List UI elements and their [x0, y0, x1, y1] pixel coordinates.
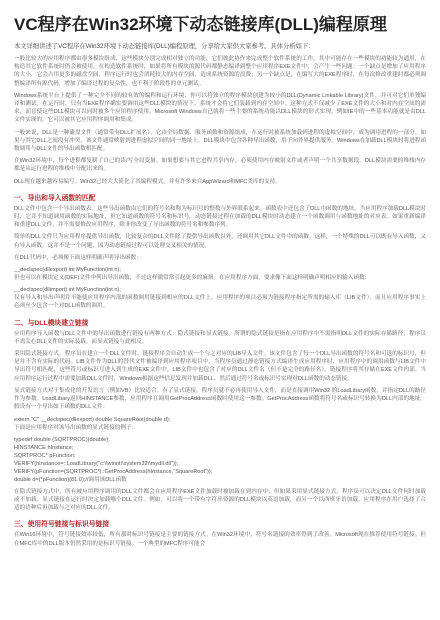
section-heading: 二、与DLL模块建立链接 [14, 319, 89, 327]
code-line: VERIFY(pFunction=(SQRTPROC*)::GetProcAddress(hInstance,"SquareRoot")); [14, 468, 213, 475]
code-block [14, 436, 426, 484]
section-heading: 一、导出和导入函数的匹配 [14, 194, 96, 202]
intro-text: 本文详细讲述了VC程序在Win32环境下动态链接库(DLL)编程原理，分享给大家供大家参考。具体分析如下： [14, 43, 315, 50]
code-line: VERIFY(hInstance=::LoadLibrary("c:\\winnt\\system32\\mydll.dll")); [14, 460, 179, 467]
paragraph: 在Win16环境中，符号链接效率较低，所有那时标识号链接是主要的链接方式。在Win32环境中，符号名链接的效率得到了改善。Microsoft现在推荐使用符号链接。但在MFC库中的DLL版本仍然采用的是标识号链接。一个典型的MFC程序可能会 [14, 532, 426, 547]
paragraph: 但也可以在模块定义(DEF)文件中列出导出函数，不过这样做常常引起更多的麻烦。在应用程序方面，要求像下面这样明确声明相应的输入函数： [14, 275, 371, 282]
paragraph: 一般来说，DLL是一种磁盘文件（通常带有DLL扩展名），它由全局数据、服务函数和资源组成，在运行时被系统加载到进程的虚拟空间中，成为调用进程的一部分。如果与其它DLL之间没有冲突，该文件通常映射到进程虚拟空间的同一地址上。DLL模块中包含各种导出函数，用于向外界提供服务。Windows在加载DLL模块时将进程函数调用与DLL文件的导出函数相匹配。 [14, 129, 426, 153]
paragraph: 仅有导入和导出声明并不能使应用程序内部的函数调用链接到相应的DLL文件上。应用程序的项目必须为链接程序指定所需的输入库（LIB文件）。而且应用程序事实上必须至少包含一个对DLL函数的调用。 [14, 295, 426, 310]
paragraph: Windows系统平台上提供了一种完全不同的较有效的编程和运行环境，你可以将独立的程序模块创建为较小的DLL(Dynamic Linkable Library)文件，并可对它们单独编译和测试。在运行时，只有当EXE程序确实要调用这些DLL模块的情况下，系统才会将它们装载到内存空间中。这种方式不仅减少了EXE文件的大小和对内存空间的需求，而且使这些DLL模块可以同时被多个应用程序使用。Microsoft Windows自己就将一些主要的系统功能以DLL模块的形式实现。例如IE中的一些基本功能就是由DLL文件实现的，它可以被其它应用程序调用和集成。 [14, 92, 426, 124]
code-line: extern "C" __declspec(dllexport) double SquareRoot(double d); [14, 416, 171, 423]
paragraph: DLL现在越来越容易编写。Win32已经大大简化了其编程模式，并有许多来自AppWizard和MFC类库的支持。 [14, 178, 281, 185]
code-line: __declspec(dllimport) int MyFunction(int n); [14, 287, 121, 294]
page-title: VC程序在Win32环境下动态链接库(DLL)编程原理 [14, 15, 387, 34]
code-line: typedef double (SQRTPROC)(double); [14, 436, 110, 443]
paragraph: 简单的DLL文件只为应用程序提供导出函数，比较复杂的DLL文件除了提供导出函数以外，还调用其它DLL文件中的函数。这样，一个特殊的DLL可以既有导入函数，又有导入函数。这并不是一个问题，因为动态链接过程可以处理交叉相关的情况。 [14, 234, 426, 249]
paragraph: 下面是应用程序对该导出函数的显式链接的例子： [14, 424, 138, 431]
paragraph: 显式链接方式对于集成化的开发语言（例如VB）比较适合。有了显式链接，程序员就不必再使用导入文件，而是直接调用Win32 的LoadLibary函数，并指定DLL的路径作为参数。LoadLibary返回HINSTANCE参数，应用程序在调用GetProcAddress函数时使用这一参数。GetProcAddress函数将符号名或标识号转换为DLL内部的地址。假设有一个导出如下函数的DLL文件： [14, 387, 426, 411]
code-line: double d=(*pFunction)(81.0);//调用该DLL函数 [14, 476, 127, 483]
code-line: __declspec(dllexport) int MyFunction(int n); [14, 267, 121, 274]
section-heading: 三、使用符号链接与标识号链接 [14, 521, 110, 529]
paragraph: 一般比较大的应用程序都由很多模块组成，这些模块分别完成相对独立的功能，它们彼此协作来完成整个软件系统的工作。其中可能存在一些模块的功能较为通用，在构造其它软件系统时仍会被使用。在构造软件系统时，如果将所有模块的源代码都静态编译到整个应用程序EXE文件中，会产生一些问题：一个缺点是增加了应用程序的大小，它会占用更多的磁盘空间，程序运行时也会消耗较大的内存空间，造成系统资源的浪费；另一个缺点是，在编写大的EXE程序时，在每次修改重建时都必须调整编译所有源代码，增加了编译过程的复杂性，也不利于阶段性的单元测试。 [14, 56, 426, 87]
code-line: HINSTANCE hInstance; [14, 444, 74, 451]
code-line: SQRTPROC* pFunction; [14, 452, 76, 459]
paragraph: 在Win32环境中，每个进程都复制了自己的读/写全局变量。如果想要与其它进程共享内存，必须使用内存映射文件或者声明一个共享数据段。DLL模块需要的堆栈内存都是从运行进程的堆栈中分配出来的。 [14, 158, 426, 173]
paragraph: 在隐式链接方式中，所有被应用程序调用的DLL文件都会在应用程序EXE文件加载时被加载在到内存中；但如果采用显式链接方式，程序员可以决定DLL文件何时加载或不加载。显式链接在运行时决定加载哪个DLL文件。例如，可以将一个带有字符串资源的DLL模块以英语加载，而另一个以西班牙语加载。应用程序在用户选择了合适的语种后再加载与之对应的DLL文件。 [14, 488, 426, 512]
paragraph: 采用隐式链接方式，程序员在建立一个DLL文件时，链接程序会自动生成一个与之对应的LIB导入文件。该文件包含了每一个DLL导出函数的符号名和可选的标识号，但是并不含有实际的代码。LIB文件作为DLL的替代文件被编译到应用程序项目中。当程序员通过静态链接方式编译生成应用程序时，应用程序中的调用函数与LIB文件中导出符号相匹配，这些符号或标识号进入到生成的EXE文件中。LIB文件中也包含了对应的DLL文件名（但不是完全的路径名），链接程序将其存储在EXE文件内部。当应用程序运行过程中需要加载DLL文件时，Windows根据这些信息发现并加载DLL，然后通过符号名或标识号实现对DLL函数的动态链接。 [14, 351, 426, 382]
paragraph: 应用程序导入函数与DLL文件中的导出函数进行链接有两种方式：隐式链接和显式链接。所谓的隐式链接是指在应用程序中不需指明DLL文件的实际存储路径，程序员不需关心DLL文件的实际装载。而显式链接与此相反。 [14, 330, 426, 345]
paragraph: 在DLL代码中，必须像下面这样明确声明导出函数： [14, 254, 142, 261]
paragraph: DLL文件中包含一个导出函数表。这些导出函数由它们的符号名和称为标识号的整数与外界联系起来。函数表中还包含了DLL中函数的地址。当应用程序加载DLL模块时时，它并不知道调用函数的实际地址，但它知道函数的符号名和标识号。动态链接过程在加载的DLL模块时动态建立一个函数调用与函数地址的对应表。如果重新编译和重建DLL文件，并不需要修改应用程序，除非你改变了导出函数的符号名和参数序列。 [14, 205, 426, 229]
